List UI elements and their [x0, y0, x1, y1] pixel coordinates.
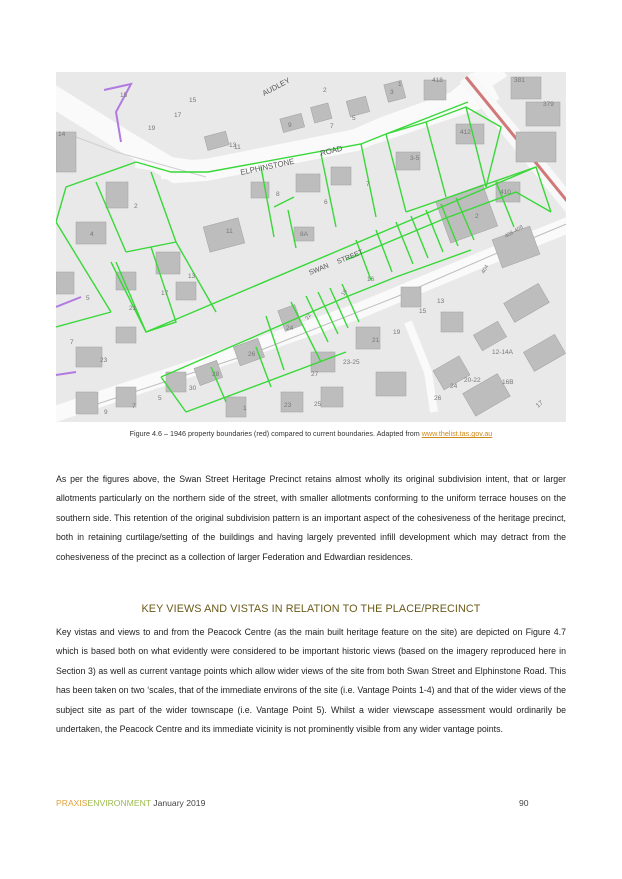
building [384, 80, 406, 102]
section-heading: KEY VIEWS AND VISTAS IN RELATION TO THE PLACE/PRECINCT [141, 603, 481, 615]
building [473, 321, 506, 351]
lot-label: 381 [514, 77, 525, 84]
elphinstone-label: ELPHINSTONE [239, 156, 296, 177]
footer-brand-environment: ENVIRONMENT [87, 798, 151, 808]
lot-label: 11 [226, 228, 233, 235]
lot-label: 26 [248, 351, 256, 358]
building [401, 287, 421, 307]
boundary [356, 240, 371, 280]
lot-label: 7 [330, 123, 334, 130]
lot-label: 1 [398, 81, 402, 88]
lot-label: 6 [324, 199, 328, 206]
map-svg [56, 72, 566, 422]
lot-label: 17 [174, 112, 182, 119]
lot-label: 17 [161, 290, 169, 297]
street-label: STREET [336, 249, 365, 266]
footer-date: January 2019 [150, 798, 206, 808]
caption-text: Figure 4.6 – 1946 property boundaries (red) compared to current boundaries. Adapted from [129, 429, 422, 438]
lot-label: 406-408 [504, 224, 525, 240]
purple-boundary [56, 372, 76, 375]
caption-source-link[interactable]: www.thelist.tas.gov.au [421, 429, 493, 438]
lot-label: 7 [132, 403, 136, 410]
building [321, 387, 343, 407]
building [280, 113, 305, 132]
lot-label: 2 [475, 213, 479, 220]
lot-label: 28 [212, 371, 220, 378]
building [56, 272, 74, 294]
boundary-south-edge [146, 167, 536, 332]
lot-label: 16B [502, 379, 514, 386]
building [376, 372, 406, 396]
boundary [274, 197, 294, 207]
boundary [256, 347, 271, 387]
lot-label: 12-14A [492, 349, 513, 356]
building [331, 167, 351, 185]
lot-label: 13 [188, 273, 196, 280]
lot-label: 8 [276, 191, 280, 198]
boundary [426, 210, 443, 252]
lot-label: 23 [284, 402, 292, 409]
lot-label: 30 [189, 385, 197, 392]
building [504, 283, 550, 322]
boundary [56, 312, 111, 327]
lot-label: 11 [234, 144, 241, 151]
lot-label: 26 [434, 395, 442, 402]
swan-label: SWAN [308, 262, 330, 277]
lot-label: 404 [480, 264, 491, 275]
cadastral-map-figure [56, 72, 566, 422]
lot-label: 16 [367, 276, 375, 283]
lot-label: 27 [311, 371, 319, 378]
building [516, 132, 556, 162]
lot-label: 5 [352, 115, 356, 122]
lot-label: 18 [340, 288, 349, 297]
lot-label: 5 [158, 395, 162, 402]
footer-brand-date [56, 798, 205, 808]
building [523, 334, 565, 371]
lot-label: 19 [393, 329, 401, 336]
lot-label: 5 [86, 295, 90, 302]
lot-label: 24 [450, 383, 458, 390]
building [441, 312, 463, 332]
building [116, 327, 136, 343]
boundary [386, 134, 406, 212]
building [116, 272, 136, 290]
audley-label: AUDLEY [260, 75, 292, 98]
lot-label: 25 [314, 401, 322, 408]
building [176, 282, 196, 300]
lot-label: 7 [70, 339, 74, 346]
lot-label: 9 [104, 409, 108, 416]
lot-label: 2 [134, 203, 138, 210]
lot-label: 14 [58, 131, 66, 138]
lot-label: 3 [390, 89, 394, 96]
building-footprints [56, 77, 566, 417]
lot-label: 418 [432, 77, 443, 84]
lot-label: 9 [288, 122, 292, 129]
lot-label: 24 [286, 325, 294, 332]
lot-label: 8A [300, 231, 308, 238]
lot-label: 4 [90, 231, 94, 238]
lot-label: 15 [120, 92, 128, 99]
building [76, 392, 98, 414]
lot-label: 2 [323, 87, 327, 94]
lot-label: 1 [243, 405, 247, 412]
lot-label: 23-25 [343, 359, 360, 366]
footer-brand-praxis: PRAXIS [56, 798, 88, 808]
road-label: ROAD [319, 143, 344, 158]
building [311, 352, 335, 372]
lot-label: 19 [148, 125, 156, 132]
boundary [426, 122, 446, 197]
building [204, 131, 229, 150]
lot-label: 22 [304, 312, 313, 321]
boundary [411, 216, 428, 258]
figure-caption [56, 429, 566, 438]
lot-label: 3-5 [410, 155, 420, 162]
lot-label: 13 [437, 298, 445, 305]
building [106, 182, 128, 208]
building [56, 132, 76, 172]
building [310, 103, 332, 123]
boundary [261, 167, 274, 237]
lot-label: 412 [460, 129, 471, 136]
boundary [321, 154, 336, 227]
lot-label: 15 [189, 97, 197, 104]
lot-label: 17 [534, 399, 545, 410]
boundary [176, 242, 216, 312]
boundary [466, 107, 486, 187]
lot-label: 20-22 [464, 377, 481, 384]
lot-label: 7 [366, 181, 370, 188]
building [346, 96, 369, 117]
lot-label: 21 [372, 337, 380, 344]
boundary [396, 222, 413, 264]
building [76, 347, 102, 367]
lot-label: 21 [129, 305, 137, 312]
paragraph-subdivision-pattern: As per the figures above, the Swan Street Heritage Precinct retains almost wholly its original subdivision intent, that or larger allotments particularly on the northern side of the street, with smaller allotments conforming to the uniform terrace houses on the southern side. This retention of the original subdivision pattern is an important aspect of the cohesiveness of the heritage precinct, both in retaining curtilage/setting of the buildings and having largely prevented infill development which may detract from the cohesiveness of the precinct as a collection of larger Federation and Edwardian residences. [56, 474, 566, 562]
lot-label: 23 [100, 357, 108, 364]
building [203, 218, 245, 252]
lane-south [408, 322, 434, 412]
lot-label: 379 [543, 101, 554, 108]
boundary [376, 230, 392, 272]
purple-boundary [56, 297, 81, 307]
building [296, 174, 320, 192]
paragraph-key-views: Key vistas and views to and from the Peacock Centre (as the main built heritage feature on the site) are depicted on Figure 4.7 which is based both on what evidently were considered to be important historic views (based on the imagery reproduced here in Section 3) as well as current vantage points which allow wider views of the site from both Swan Street and Elphinstone Road. This has been taken on two ‘scales, that of the immediate environs of the site (i.e. Vantage Points 1-4) and that of the wider views of the subject site as part of the wider townscape (i.e. Vantage Point 5). Whilst a wider viewscape assessment would ordinarily be undertaken, the Peacock Centre and its immediate vicinity is not prominently visible from any wider vantage points. [56, 627, 566, 735]
lot-label: 15 [419, 308, 427, 315]
lot-label: 410 [500, 189, 511, 196]
lot-label: 13 [229, 142, 237, 149]
page-number: 90 [519, 798, 529, 808]
